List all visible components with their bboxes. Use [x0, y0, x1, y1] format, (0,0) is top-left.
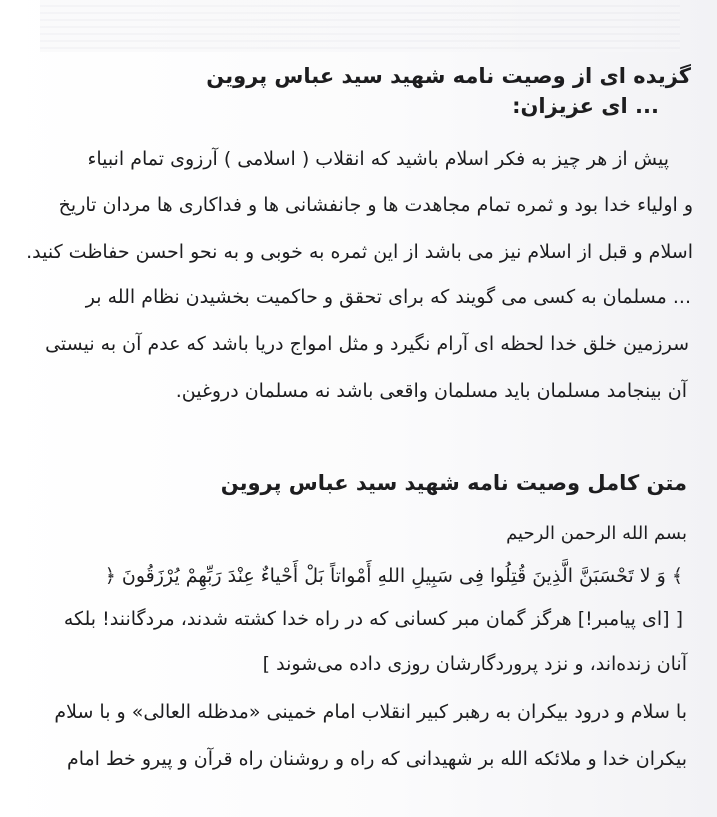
section1-line-4: ... مسلمان به کسی می گویند که برای تحقق و حاکمیت بخشیدن نظام الله بر — [85, 286, 691, 308]
section1-line-6: آن بینجامد مسلمان باید مسلمان واقعی باشد نه مسلمان دروغین. — [175, 380, 687, 402]
section2-heading: متن کامل وصیت نامه شهید سید عباس پروین — [220, 471, 687, 495]
closing-line-2: بیکران خدا و ملائکه الله بر شهیدانی که راه و روشنان راه قرآن و پیرو خط امام — [66, 748, 687, 770]
bleed-through-text — [40, 0, 680, 52]
translation-line-1: [ [ای پیامبر!] هرگز گمان مبر کسانی که در راه خدا کشته شدند، مردگانند! بلکه — [63, 608, 683, 630]
section1-line-2: و اولیاء خدا بود و ثمره تمام مجاهدت ها و جانفشانی ها و فداکاری ها مردان تاریخ — [58, 194, 693, 216]
section1-line-5: سرزمین خلق خدا لحظه ای آرام نگیرد و مثل امواج دریا باشد که عدم آن به نیستی — [45, 333, 689, 355]
section1-subheading: ... ای عزیزان: — [512, 94, 659, 118]
quran-verse: ﴾ وَ لا تَحْسَبَنَّ الَّذِینَ قُتِلُوا فِی سَبِیلِ اللهِ أَمْواتاً بَلْ أَحْیاءٌ عِنْدَ رَبِّهِمْ یُرْزَقُونَ ﴿ — [104, 565, 683, 587]
translation-line-2: آنان زنده‌اند، و نزد پروردگارشان روزی داده می‌شوند ] — [262, 653, 687, 675]
section1-line-1: پیش از هر چیز به فکر اسلام باشید که انقلاب ( اسلامی ) آرزوی تمام انبیاء — [87, 148, 669, 170]
section1-heading: گزیده ای از وصیت نامه شهید سید عباس پروین — [206, 64, 691, 88]
section1-line-3: اسلام و قبل از اسلام نیز می باشد از این ثمره به خوبی و به نحو احسن حفاظت کنید. — [26, 241, 693, 263]
basmala: بسم الله الرحمن الرحیم — [506, 523, 687, 544]
closing-line-1: با سلام و درود بیکران به رهبر کبیر انقلاب امام خمینی «مدظله العالی» و با سلام — [54, 701, 687, 723]
